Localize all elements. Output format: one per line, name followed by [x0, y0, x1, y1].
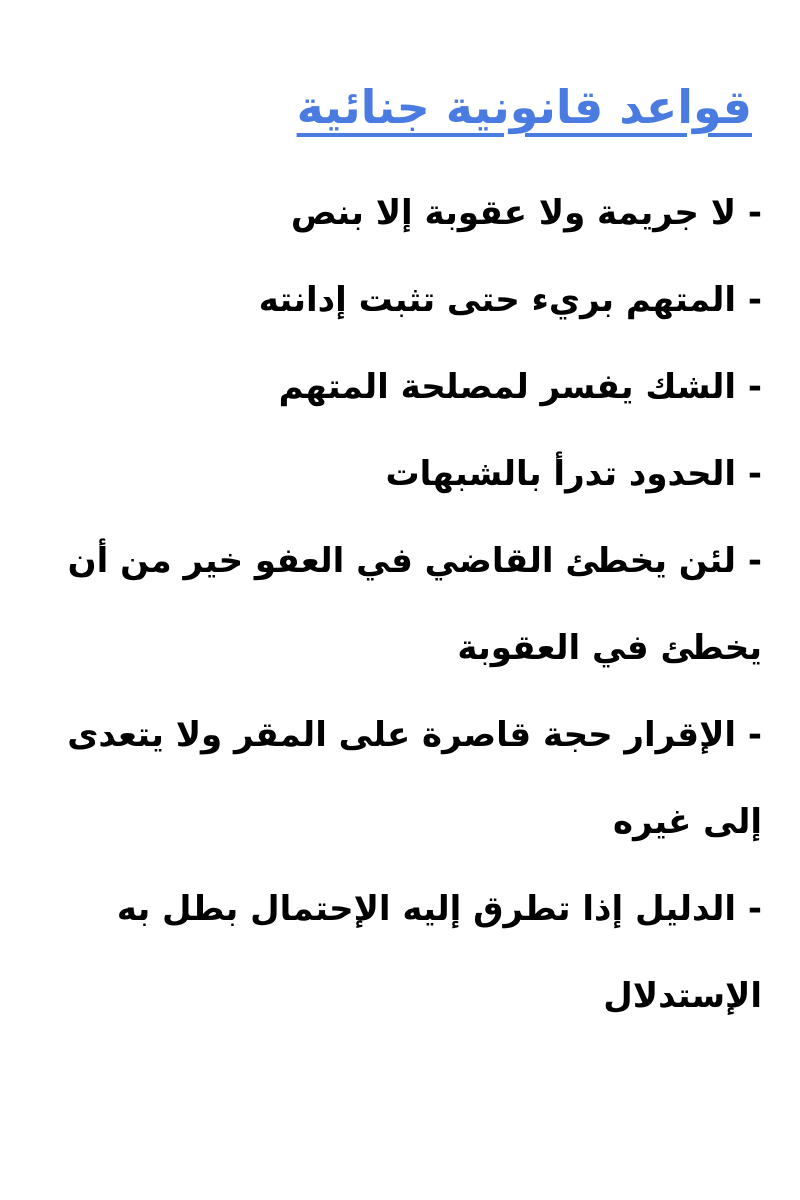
- rule-item: - الدليل إذا تطرق إليه الإحتمال بطل به الإستدلال: [116, 889, 762, 1016]
- rule-item: - لئن يخطئ القاضي في العفو خير من أن يخطئ في العقوبة: [67, 541, 762, 668]
- page-title: قواعد قانونية جنائية: [296, 80, 752, 134]
- rule-item: - الشك يفسر لمصلحة المتهم: [278, 367, 762, 407]
- rules-list: [32, 170, 762, 1040]
- rule-item: - الإقرار حجة قاصرة على المقر ولا يتعدى إلى غيره: [67, 715, 762, 842]
- rule-item: - المتهم بريء حتى تثبت إدانته: [258, 280, 762, 320]
- rule-item: - لا جريمة ولا عقوبة إلا بنص: [290, 193, 762, 233]
- rule-item: - الحدود تدرأ بالشبهات: [385, 454, 762, 494]
